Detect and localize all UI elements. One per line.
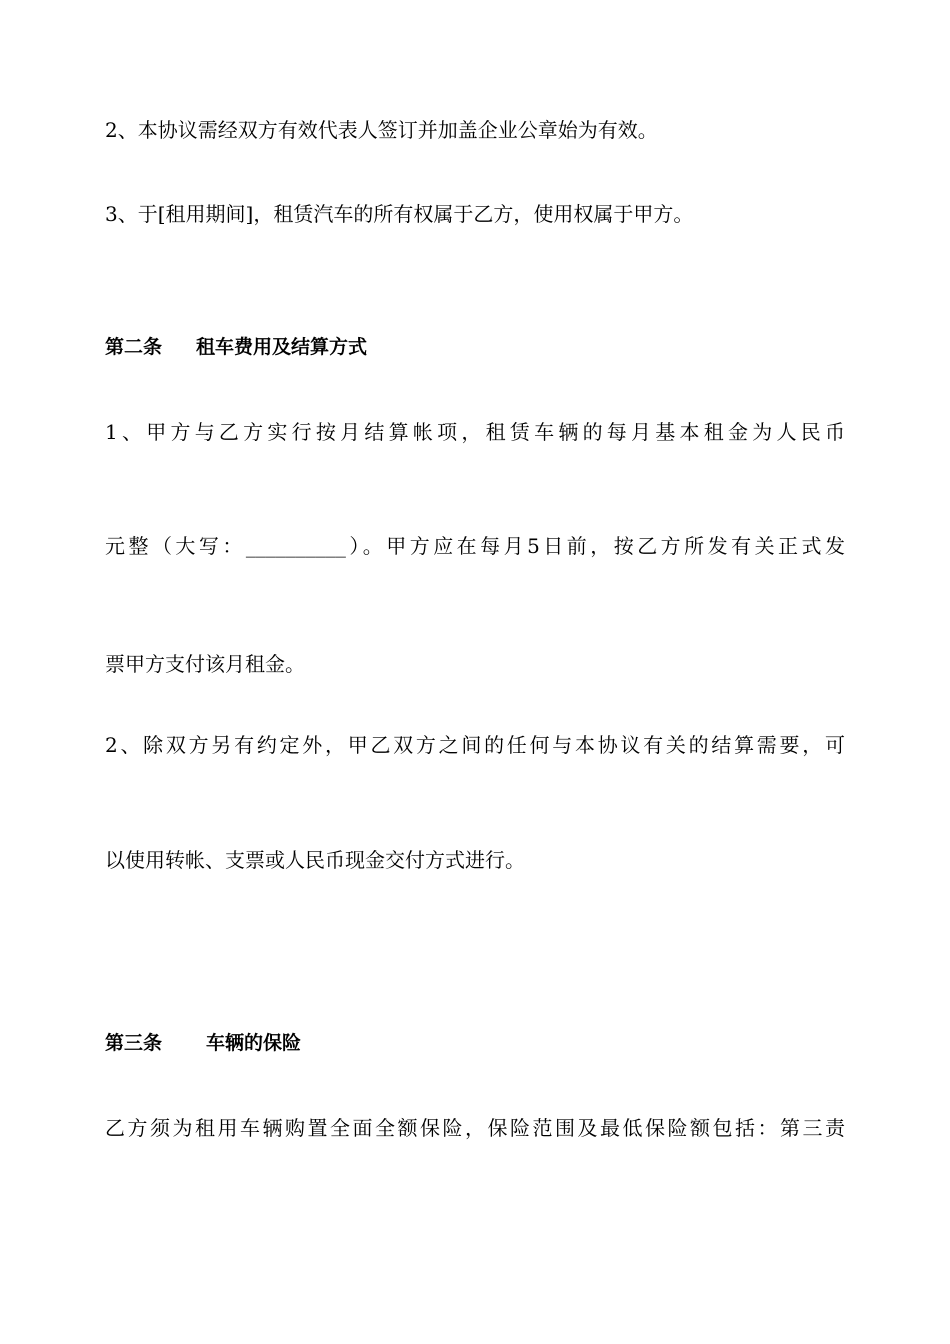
- paragraph-line: 2、本协议需经双方有效代表人签订并加盖企业公章始为有效。: [105, 118, 658, 142]
- paragraph-line: 元整（大写：__________）。甲方应在每月5日前，按乙方所发有关正式发: [105, 534, 845, 558]
- paragraph-line: 以使用转帐、支票或人民币现金交付方式进行。: [105, 848, 525, 872]
- section-heading-2: [105, 333, 845, 361]
- paragraph-line: 票甲方支付该月租金。: [105, 652, 305, 676]
- paragraph-line: 1、甲方与乙方实行按月结算帐项，租赁车辆的每月基本租金为人民币: [105, 420, 845, 444]
- paragraph-line: 2、除双方另有约定外，甲乙双方之间的任何与本协议有关的结算需要，可: [105, 733, 845, 757]
- section-heading-3: [105, 1029, 845, 1057]
- paragraph-line: 3、于[租用期间]，租赁汽车的所有权属于乙方，使用权属于甲方。: [105, 202, 694, 226]
- section-title: 车辆的保险: [206, 1032, 302, 1054]
- section-number: 第二条: [105, 336, 163, 358]
- section-title: 租车费用及结算方式: [196, 336, 368, 358]
- paragraph-line: 乙方须为租用车辆购置全面全额保险，保险范围及最低保险额包括：第三责: [105, 1116, 845, 1140]
- section-number: 第三条: [105, 1032, 163, 1054]
